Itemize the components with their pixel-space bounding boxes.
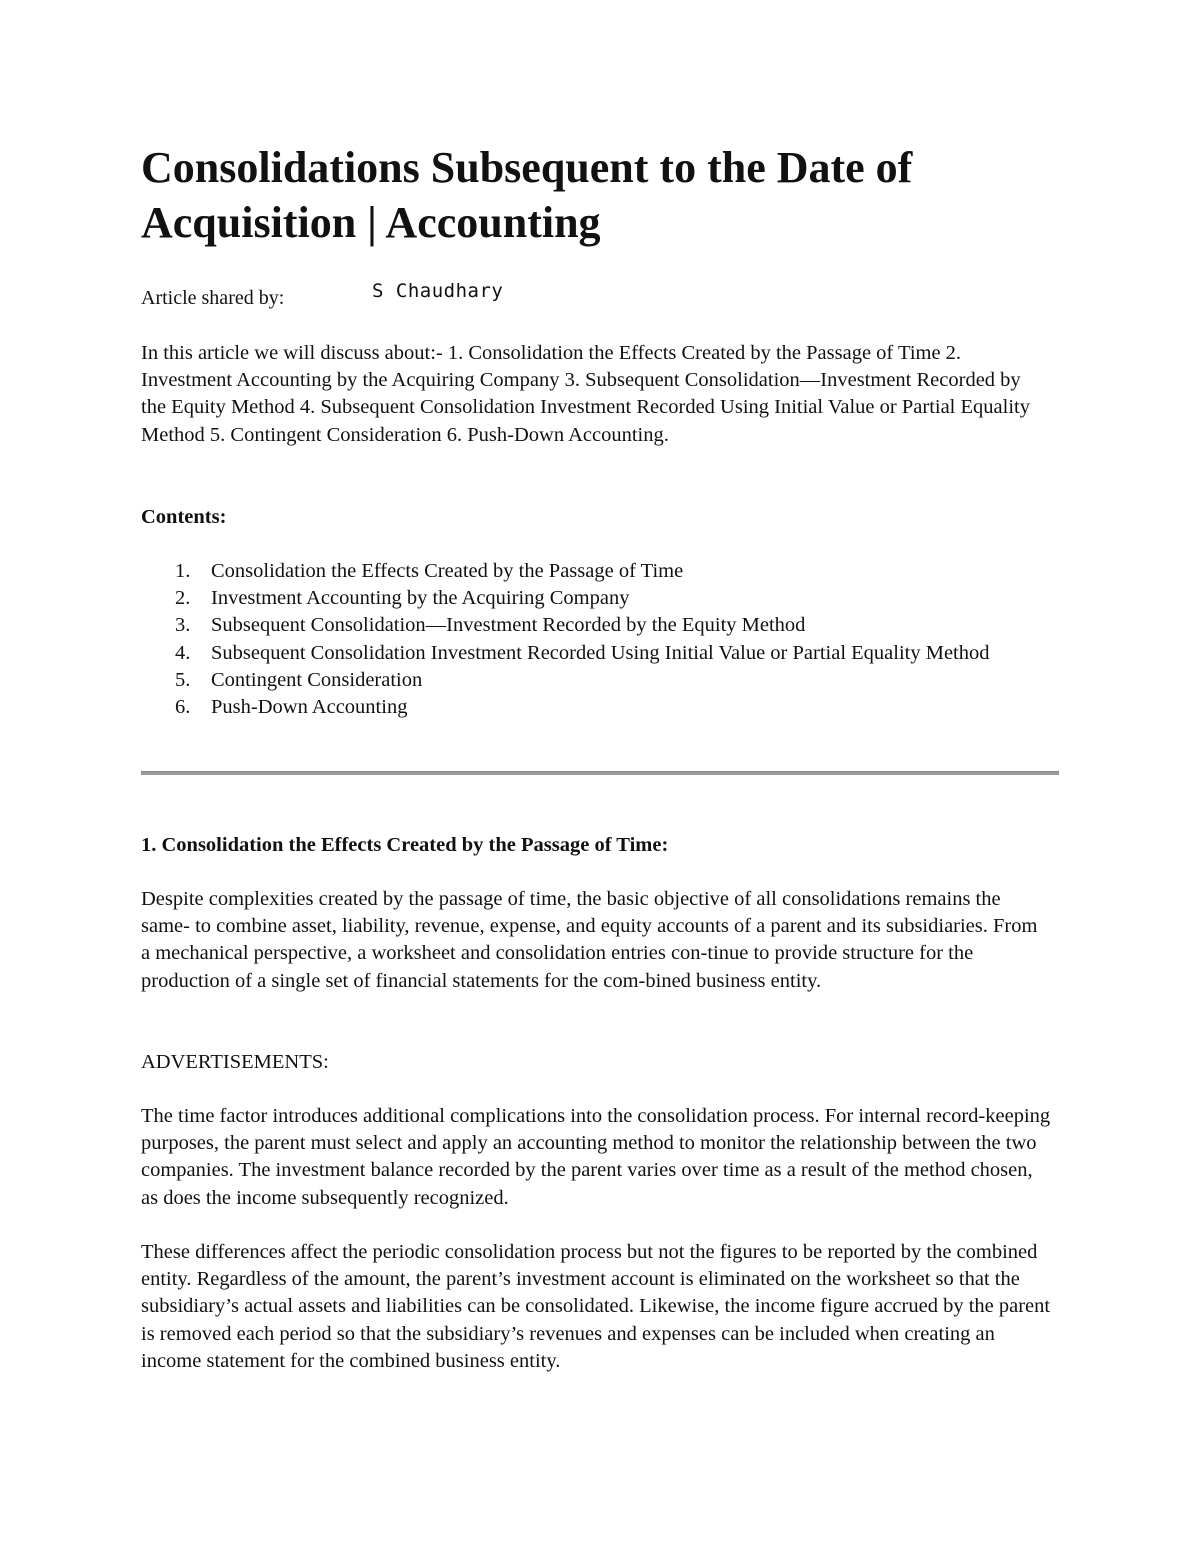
toc-item[interactable]	[141, 558, 1041, 585]
toc-item[interactable]	[141, 585, 1041, 612]
toc-item[interactable]	[141, 612, 1041, 639]
table-of-contents	[141, 558, 1041, 721]
toc-item-number: 4.	[175, 641, 191, 664]
toc-item-number: 3.	[175, 614, 191, 637]
byline-label: Article shared by:	[141, 287, 285, 309]
toc-item[interactable]	[141, 640, 1041, 667]
contents-heading: Contents:	[141, 506, 227, 528]
toc-item-label: Subsequent Consolidation Investment Recorded Using Initial Value or Partial Equality Method	[211, 641, 990, 664]
body-paragraph: The time factor introduces additional complications into the consolidation process. For internal record-keeping purposes, the parent must select and apply an accounting method to monitor the relationship between the two companies. The investment balance recorded by the parent varies over time as a result of the method chosen, as does the income subsequently recognized.	[141, 1105, 1051, 1209]
byline	[141, 280, 1041, 312]
toc-item[interactable]	[141, 694, 1041, 721]
body-paragraph: Despite complexities created by the passage of time, the basic objective of all consolidations remains the same- to combine asset, liability, revenue, expense, and equity accounts of a parent and its subsidiaries. From a mechanical perspective, a worksheet and consolidation entries con-tinue to provide structure for the production of a single set of financial statements for the com-bined business entity.	[141, 888, 1038, 992]
author-name: S Chaudhary	[372, 280, 504, 302]
toc-item-label: Push-Down Accounting	[211, 696, 408, 719]
body-paragraph: These differences affect the periodic consolidation process but not the figures to be reported by the combined entity. Regardless of the amount, the parent’s investment account is eliminated on the worksheet so that the subsidiary’s actual assets and liabilities can be consolidated. Likewise, the income figure accrued by the parent is removed each period so that the subsidiary’s revenues and expenses can be included when creating an income statement for the combined business entity.	[141, 1241, 1051, 1372]
toc-item-label: Investment Accounting by the Acquiring Company	[211, 587, 630, 610]
horizontal-divider	[141, 771, 1059, 775]
toc-item-label: Consolidation the Effects Created by the Passage of Time	[211, 560, 684, 582]
toc-item-label: Subsequent Consolidation—Investment Recorded by the Equity Method	[211, 614, 806, 637]
toc-item-number: 6.	[175, 696, 191, 719]
toc-item-number: 2.	[175, 587, 191, 610]
toc-item-number: 1.	[175, 560, 191, 582]
toc-item[interactable]	[141, 667, 1041, 694]
section-heading: 1. Consolidation the Effects Created by the Passage of Time:	[141, 834, 669, 856]
intro-paragraph: In this article we will discuss about:- 1. Consolidation the Effects Created by the Passage of Time 2. Investment Accounting by the Acquiring Company 3. Subsequent Consolidation—Investment Recorded by the Equity Method 4. Subsequent Consolidation Investment Recorded Using Initial Value or Partial Equality Method 5. Contingent Consideration 6. Push-Down Accounting.	[141, 342, 1030, 446]
page-title: Consolidations Subsequent to the Date of Acquisition | Accounting	[141, 143, 913, 247]
toc-item-number: 5.	[175, 668, 191, 691]
advertisements-label: ADVERTISEMENTS:	[141, 1051, 329, 1073]
toc-item-label: Contingent Consideration	[211, 668, 423, 691]
